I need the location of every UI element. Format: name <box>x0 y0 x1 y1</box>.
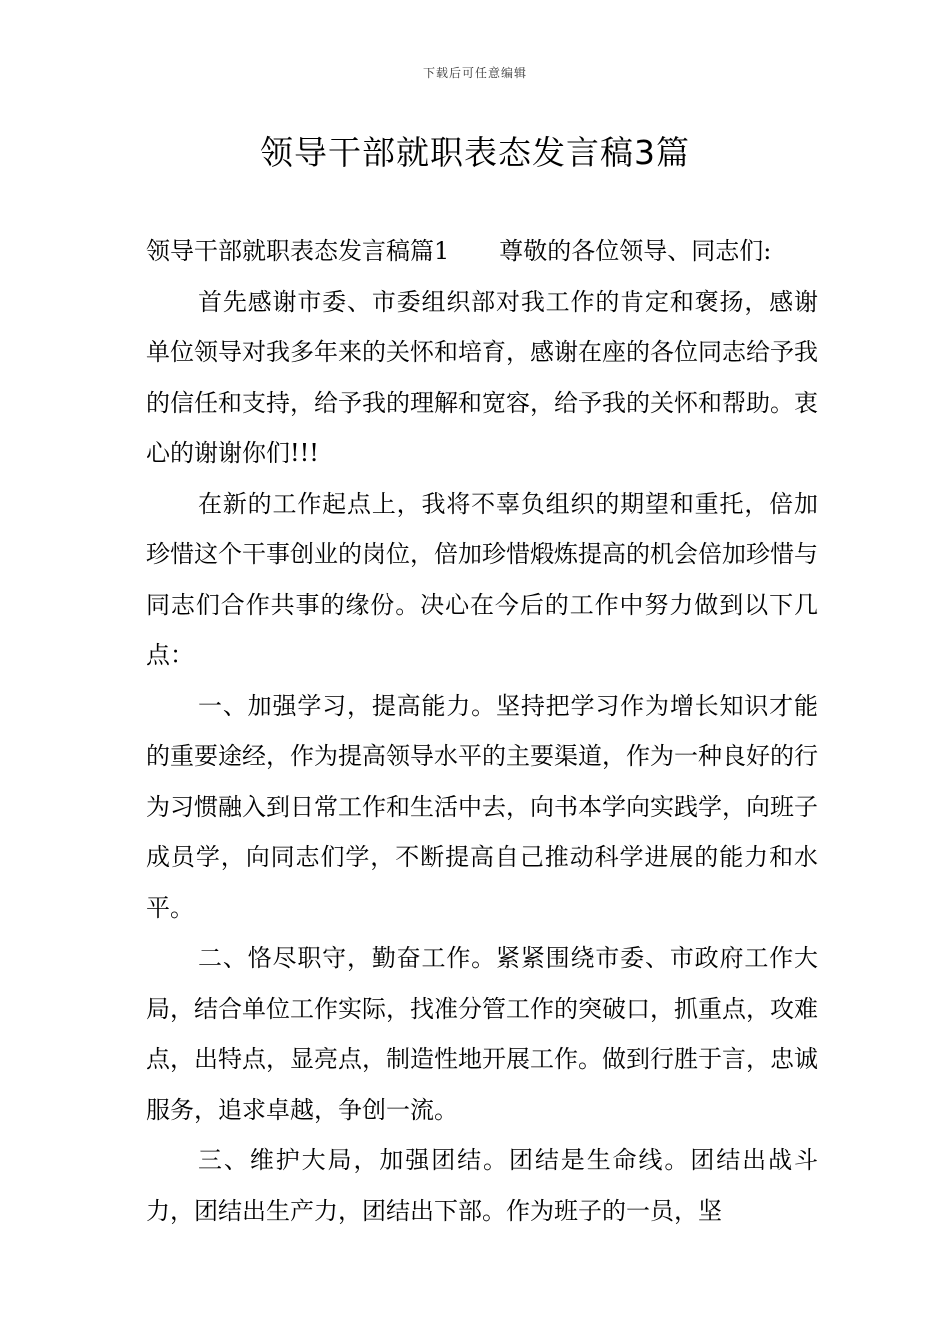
paragraph-thanks: 首先感谢市委、市委组织部对我工作的肯定和褒扬，感谢单位领导对我多年来的关怀和培育，感谢在座的各位同志给予我的信任和支持，给予我的理解和宽容，给予我的关怀和帮助。衷心的谢谢你们!!! <box>146 287 818 467</box>
greeting: 尊敬的各位领导、同志们: <box>499 237 772 265</box>
section-heading: 领导干部就职表态发言稿篇1 <box>146 237 450 265</box>
paragraph-point-one: 一、加强学习，提高能力。坚持把学习作为增长知识才能的重要途经，作为提高领导水平的主要渠道，作为一种良好的行为习惯融入到日常工作和生活中去，向书本学向实践学，向班子成员学，向同志们学，不断提高自己推动科学进展的能力和水平。 <box>146 691 818 922</box>
paragraph-point-two: 二、恪尽职守，勤奋工作。紧紧围绕市委、市政府工作大局，结合单位工作实际，找准分管工作的突破口，抓重点，攻难点，出特点，显亮点，制造性地开展工作。做到行胜于言，忠诚服务，追求卓越，争创一流。 <box>146 944 818 1124</box>
subtitle-line <box>146 226 818 277</box>
header-note: 下载后可任意编辑 <box>422 66 527 80</box>
paragraph-point-three: 三、维护大局，加强团结。团结是生命线。团结出战斗力，团结出生产力，团结出下部。作为班子的一员，坚 <box>146 1146 818 1225</box>
paragraph-commitment: 在新的工作起点上，我将不辜负组织的期望和重托，倍加珍惜这个干事创业的岗位，倍加珍惜煅炼提高的机会倍加珍惜与同志们合作共事的缘份。决心在今后的工作中努力做到以下几点： <box>146 489 818 669</box>
document-body <box>146 226 818 1236</box>
document-title: 领导干部就职表态发言稿3篇 <box>260 133 690 172</box>
